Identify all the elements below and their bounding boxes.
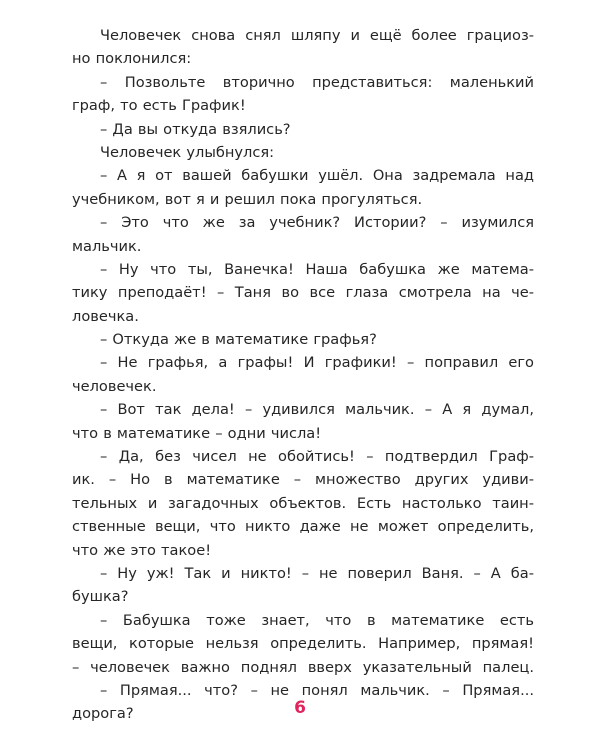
- text-line: – Прямая... что? – не понял мальчик. – Прямая...: [100, 681, 534, 699]
- text-line: – Вот так дела! – удивился мальчик. – А я думал,: [100, 401, 534, 419]
- text-line: – Позвольте вторично представиться: маленький: [100, 73, 534, 91]
- text-line: что в математике – одни числа!: [72, 424, 322, 442]
- text-line: дорога?: [72, 705, 134, 723]
- text-line: – Бабушка тоже знает, что в математике есть: [100, 611, 534, 629]
- text-line: мальчик.: [72, 237, 142, 255]
- text-line: учебником, вот я и решил пока прогуляться.: [72, 190, 423, 208]
- text-line: – Ну уж! Так и никто! – не поверил Ваня. – А ба-: [100, 564, 534, 582]
- text-line: – человечек важно поднял вверх указательный палец.: [72, 658, 534, 676]
- text-line: бушка?: [72, 588, 129, 606]
- text-line: но поклонился:: [72, 50, 192, 68]
- text-line: ик. – Но в математике – множество других удиви-: [72, 471, 534, 489]
- text-line: Человечек снова снял шляпу и ещё более грациоз-: [100, 27, 534, 44]
- body-text: [72, 24, 534, 726]
- text-line: – Это что же за учебник? Истории? – изумился: [100, 214, 534, 232]
- text-line: – Откуда же в математике графья?: [100, 331, 377, 349]
- text-line: ловечка.: [72, 307, 139, 325]
- text-line: ственные вещи, что никто даже не может определить,: [72, 518, 534, 536]
- text-line: – А я от вашей бабушки ушёл. Она задремала над: [100, 167, 534, 185]
- text-line: что же это такое!: [72, 541, 212, 559]
- text-line: тику преподаёт! – Таня во все глаза смотрела на че-: [72, 284, 534, 302]
- text-line: тельных и загадочных объектов. Есть настолько таин-: [72, 494, 534, 512]
- text-line: Человечек улыбнулся:: [100, 143, 275, 161]
- text-line: – Не графья, а графы! И графики! – поправил его: [100, 354, 534, 372]
- text-line: граф, то есть График!: [72, 97, 246, 115]
- page-number: 6: [294, 698, 306, 718]
- text-line: вещи, которые нельзя определить. Например, прямая!: [72, 635, 534, 653]
- text-line: человечек.: [72, 377, 157, 395]
- text-line: – Да вы откуда взялись?: [100, 120, 291, 138]
- text-line: – Ну что ты, Ванечка! Наша бабушка же матема-: [100, 260, 534, 278]
- text-line: – Да, без чисел не обойтись! – подтвердил Граф-: [100, 448, 534, 466]
